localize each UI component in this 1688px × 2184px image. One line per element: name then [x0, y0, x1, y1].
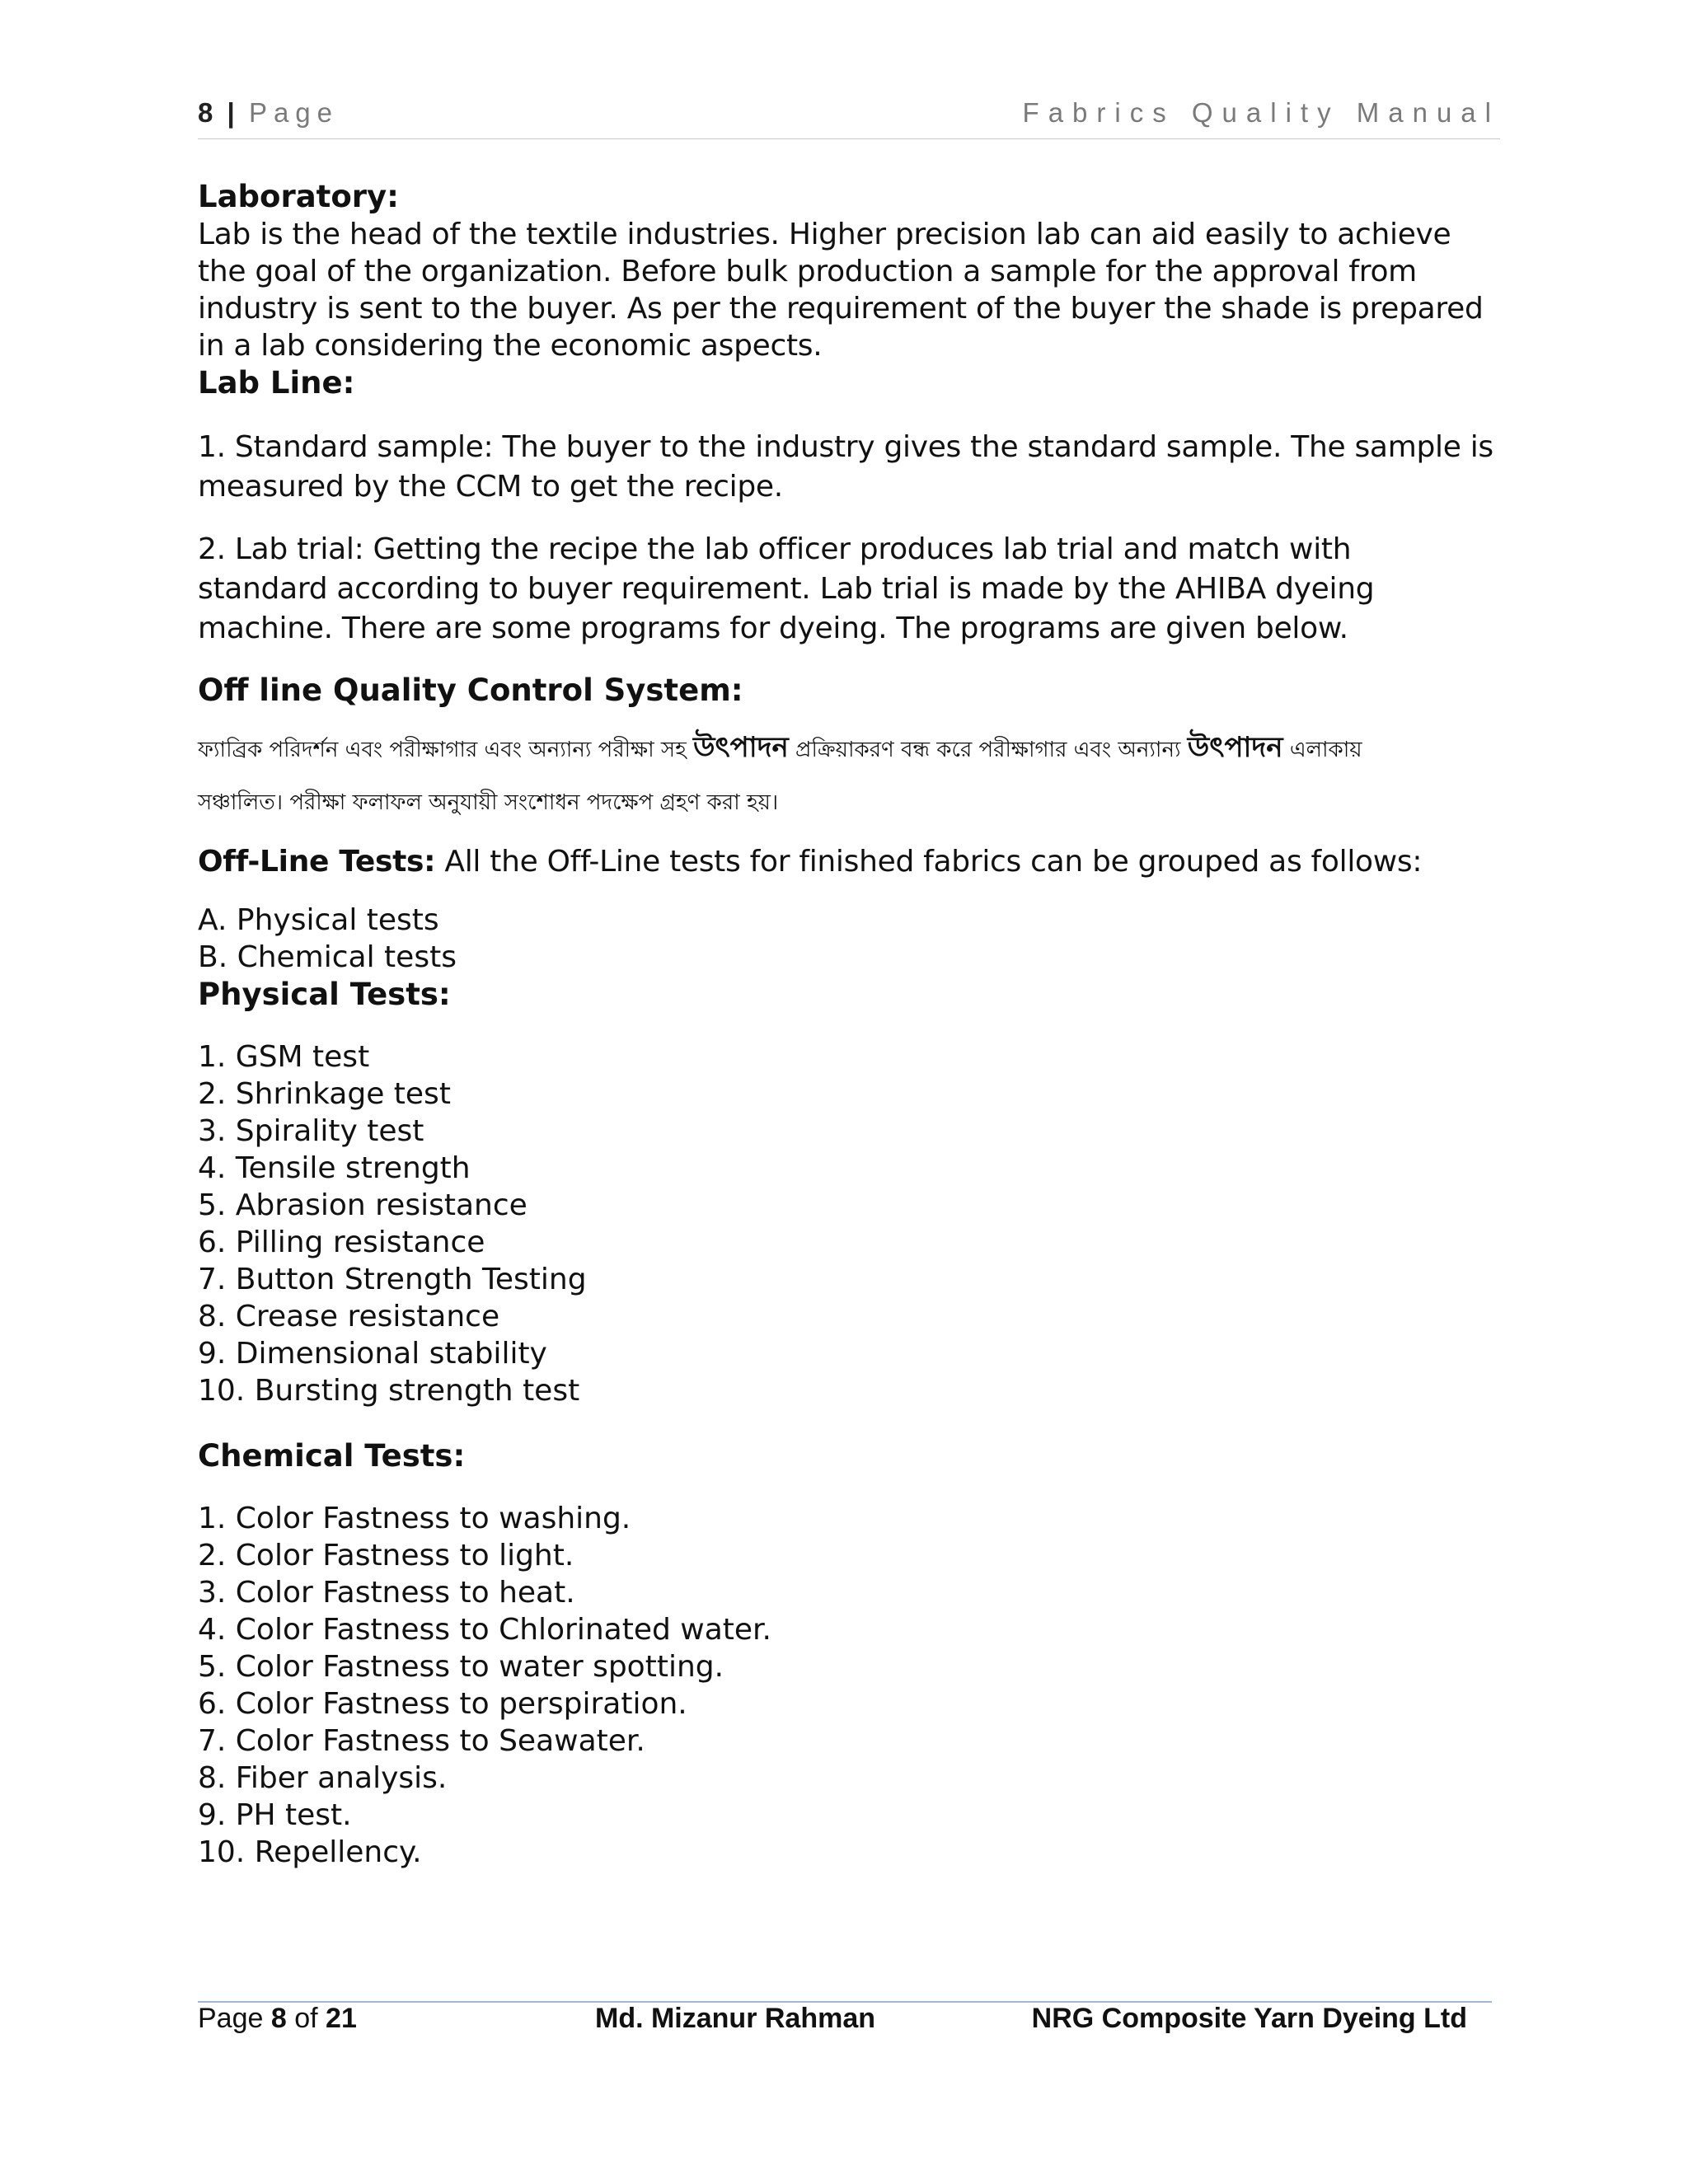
list-item: 5. Abrasion resistance: [198, 1188, 528, 1222]
laboratory-line: Lab is the head of the textile industries. Higher precision lab can aid easily to achieve: [198, 218, 1451, 251]
list-item: 6. Color Fastness to perspiration.: [198, 1687, 687, 1721]
page-header: [198, 97, 1500, 138]
list-item: 3. Color Fastness to heat.: [198, 1576, 575, 1610]
lab-trial-paragraph-line: machine. There are some programs for dyeing. The programs are given below.: [198, 612, 1348, 645]
laboratory-section: [198, 178, 1500, 364]
chemical-tests-list: [198, 1500, 1500, 1871]
footer-company: NRG Composite Yarn Dyeing Ltd: [1031, 2003, 1467, 2034]
lab-line-heading: Lab Line:: [198, 365, 355, 401]
lab-line-section: [198, 364, 1500, 649]
test-group-item: B. Chemical tests: [198, 940, 457, 974]
header-divider: [198, 138, 1500, 139]
list-item: 8. Fiber analysis.: [198, 1761, 448, 1795]
list-item: 8. Crease resistance: [198, 1300, 500, 1333]
chemical-tests-heading: Chemical Tests:: [198, 1438, 466, 1474]
physical-tests-section: [198, 976, 1500, 1409]
lab-line-paragraph-line: 1. Standard sample: The buyer to the industry gives the standard sample. The sample is: [198, 430, 1493, 464]
laboratory-line: in a lab considering the economic aspects.: [198, 329, 823, 363]
bengali-emphasis: উৎপাদন: [693, 731, 789, 764]
list-item: 1. GSM test: [198, 1040, 370, 1074]
lab-line-paragraph-line: measured by the CCM to get the recipe.: [198, 470, 783, 504]
header-title: Fabrics Quality Manual: [1022, 97, 1500, 128]
header-page-number: [198, 97, 339, 129]
list-item: 9. Dimensional stability: [198, 1337, 547, 1371]
page-content: [198, 173, 1500, 1871]
laboratory-line: industry is sent to the buyer. As per the requirement of the buyer the shade is prepared: [198, 292, 1484, 326]
offline-qc-heading: Off line Quality Control System:: [198, 673, 743, 708]
offline-tests-label: Off-Line Tests:: [198, 845, 436, 879]
offline-tests-section: [198, 841, 1500, 976]
laboratory-line: the goal of the organization. Before bulk production a sample for the approval from: [198, 255, 1417, 288]
bengali-text: প্রক্রিয়াকরণ বন্ধ করে পরীক্ষাগার এবং অন্যান্য: [788, 738, 1188, 762]
list-item: 10. Bursting strength test: [198, 1374, 580, 1408]
bengali-paragraph-line: সঞ্চালিত। পরীক্ষা ফলাফল অনুযায়ী সংশোধন পদক্ষেপ গ্রহণ করা হয়।: [198, 790, 779, 815]
laboratory-heading: Laboratory:: [198, 179, 399, 214]
lab-trial-paragraph-line: 2. Lab trial: Getting the recipe the lab officer produces lab trial and match with: [198, 532, 1352, 566]
list-item: 4. Tensile strength: [198, 1151, 471, 1185]
list-item: 3. Spirality test: [198, 1114, 424, 1148]
footer-page-count: [198, 2003, 357, 2035]
chemical-tests-section: [198, 1437, 1500, 1871]
list-item: 7. Button Strength Testing: [198, 1263, 587, 1296]
header-page-word: Page: [248, 97, 340, 128]
offline-tests-text: All the Off-Line tests for finished fabrics can be grouped as follows:: [435, 845, 1423, 879]
list-item: 7. Color Fastness to Seawater.: [198, 1724, 645, 1758]
bengali-text: এলাকায়: [1282, 738, 1362, 762]
footer-page-word: Page: [198, 2003, 264, 2034]
list-item: 9. PH test.: [198, 1798, 352, 1832]
physical-tests-heading: Physical Tests:: [198, 977, 451, 1012]
list-item: 4. Color Fastness to Chlorinated water.: [198, 1613, 771, 1647]
bengali-paragraph-line: [198, 721, 1500, 776]
bengali-text: ফ্যাব্রিক পরিদর্শন এবং পরীক্ষাগার এবং অন্যান্য পরীক্ষা সহ: [198, 738, 694, 762]
list-item: 2. Color Fastness to light.: [198, 1539, 574, 1572]
offline-tests-intro: [198, 841, 1500, 883]
list-item: 1. Color Fastness to washing.: [198, 1502, 631, 1535]
page-footer: [198, 2003, 1500, 2052]
list-item: 2. Shrinkage test: [198, 1077, 451, 1111]
footer-of-word: of: [294, 2003, 318, 2034]
list-item: 6. Pilling resistance: [198, 1226, 485, 1259]
test-group-item: A. Physical tests: [198, 903, 439, 937]
list-item: 10. Repellency.: [198, 1835, 422, 1869]
physical-tests-list: [198, 1038, 1500, 1409]
footer-author: Md. Mizanur Rahman: [595, 2003, 876, 2034]
header-separator: |: [227, 97, 238, 128]
footer-page-total: 21: [326, 2003, 357, 2034]
header-page-num: 8: [198, 97, 217, 128]
bengali-emphasis: উৎপাদন: [1187, 731, 1283, 764]
lab-trial-paragraph-line: standard according to buyer requirement. Lab trial is made by the AHIBA dyeing: [198, 572, 1375, 606]
list-item: 5. Color Fastness to water spotting.: [198, 1650, 724, 1684]
footer-page-current: 8: [270, 2003, 287, 2034]
offline-qc-section: [198, 672, 1500, 829]
